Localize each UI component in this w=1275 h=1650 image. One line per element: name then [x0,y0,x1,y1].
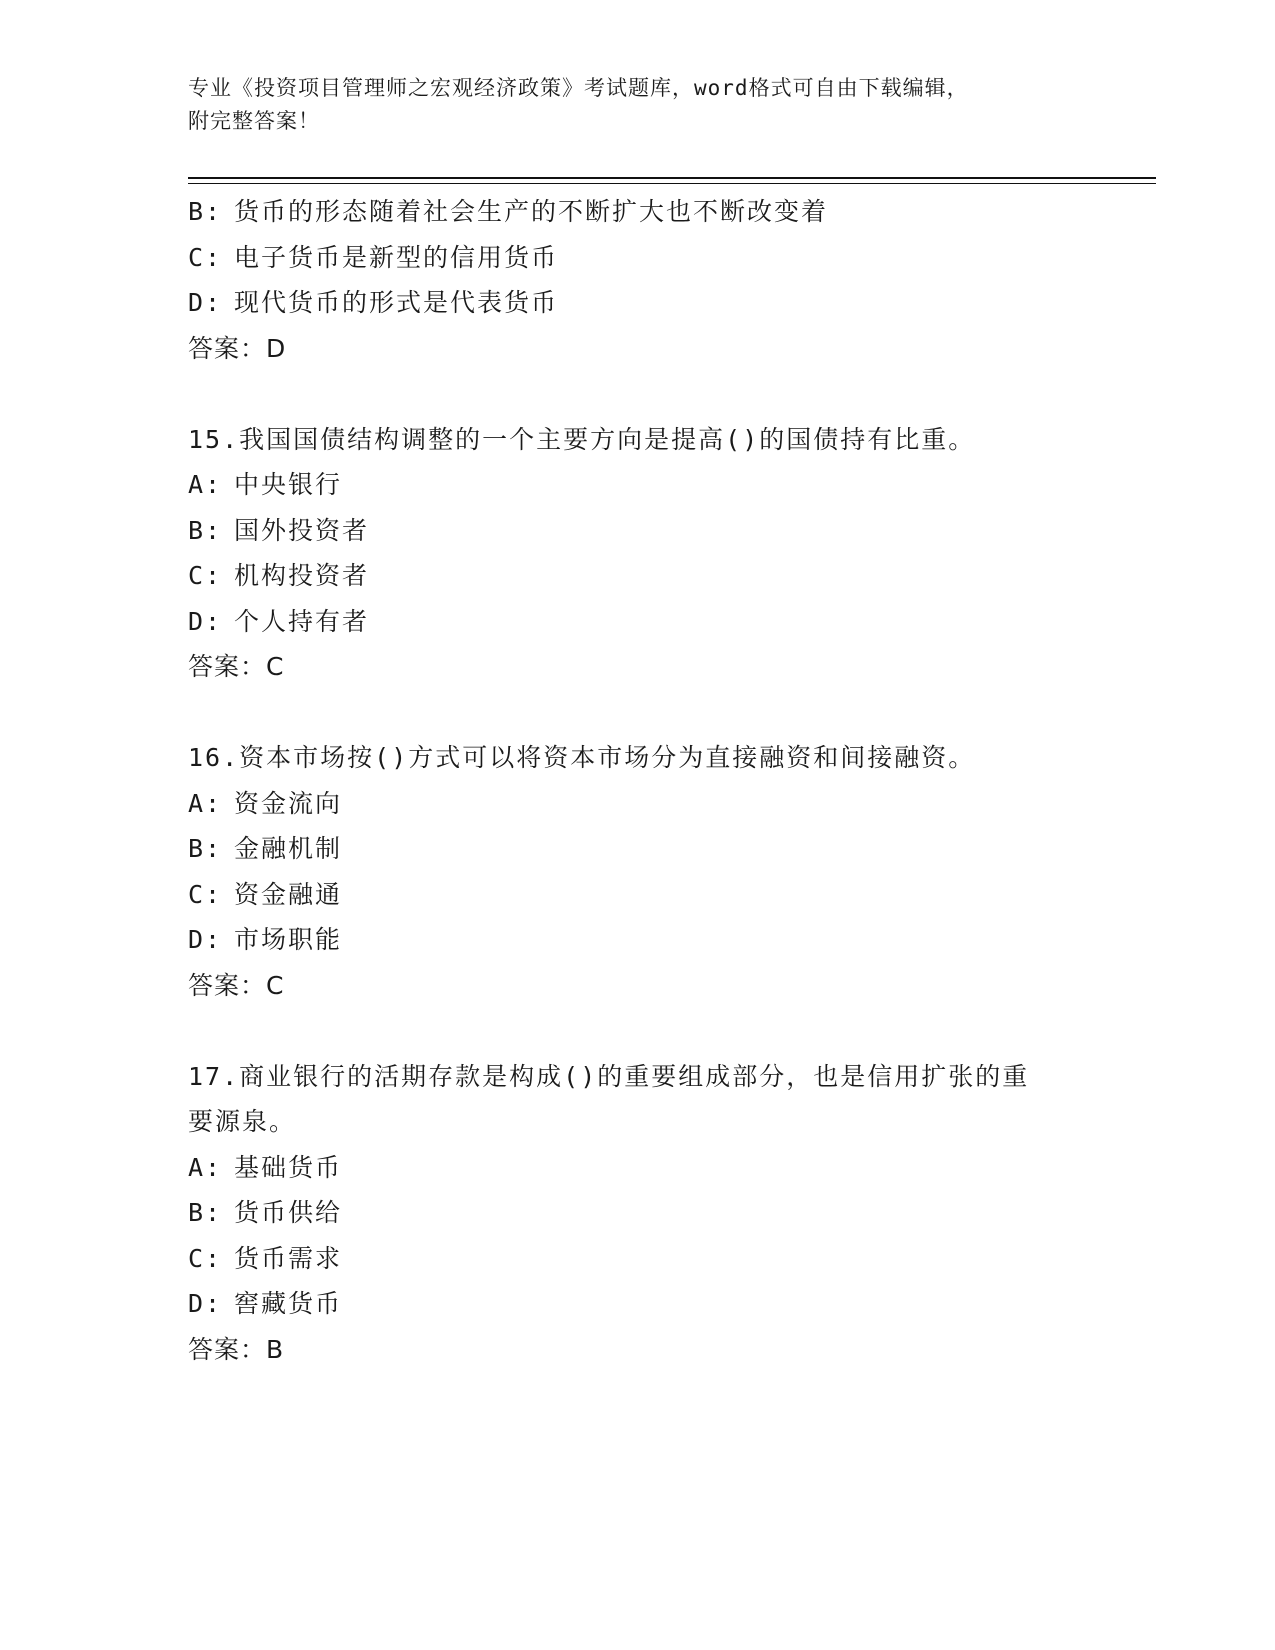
option-b [188,826,1128,872]
option-text: 个人持有者 [234,606,370,636]
option-key: D: [188,288,223,317]
option-text: 货币供给 [234,1198,343,1227]
option-text: 货币的形态随着社会生产的不断扩大也不断改变着 [234,197,829,226]
option-c [188,553,1128,599]
option-a [188,462,1128,508]
option-d [188,917,1128,963]
option-c [188,872,1128,918]
option-text: 窖藏货币 [234,1289,343,1318]
option-d [188,280,1128,326]
option-key: B: [188,1198,223,1227]
answer: 答案：D [188,333,287,363]
option-text: 现代货币的形式是代表货币 [234,288,559,317]
header-divider-thin [188,183,1156,184]
document-header [188,72,1068,138]
option-text: 货币需求 [234,1243,343,1273]
option-text: 资金融通 [234,879,343,909]
option-text: 市场职能 [234,925,343,954]
option-c [188,1236,1128,1282]
option-a [188,1145,1128,1191]
option-key: C: [188,242,223,272]
option-text: 基础货币 [234,1152,343,1182]
option-c [188,235,1128,281]
option-key: A: [188,1152,223,1182]
question-stem: 15.我国国债结构调整的一个主要方向是提高()的国债持有比重。 [188,424,976,454]
question-14-tail [188,189,1128,371]
option-b [188,189,1128,235]
option-b [188,1190,1128,1236]
option-text: 国外投资者 [234,515,370,545]
answer: 答案：C [188,652,285,681]
option-key: B: [188,834,223,863]
option-d [188,599,1128,645]
question-15 [188,417,1128,690]
question-stem: 16.资本市场按()方式可以将资本市场分为直接融资和间接融资。 [188,743,976,772]
question-stem-line-1: 17.商业银行的活期存款是构成()的重要组成部分，也是信用扩张的重 [188,1061,1030,1091]
spacer [188,371,1128,417]
option-key: A: [188,788,223,818]
option-text: 机构投资者 [234,561,370,590]
answer: 答案：B [188,1334,285,1364]
option-key: D: [188,606,223,636]
option-key: B: [188,197,223,226]
header-divider-thick [188,177,1156,179]
option-a [188,781,1128,827]
spacer [188,690,1128,736]
option-key: B: [188,515,223,545]
question-16 [188,735,1128,1008]
option-text: 中央银行 [234,470,343,499]
option-key: D: [188,925,223,954]
answer: 答案：C [188,970,285,1000]
option-key: C: [188,1243,223,1273]
option-text: 电子货币是新型的信用货币 [234,242,559,272]
question-list [188,189,1128,1372]
option-key: C: [188,561,223,590]
option-key: A: [188,470,223,499]
spacer [188,1008,1128,1054]
question-17 [188,1054,1128,1373]
header-line-2: 附完整答案！ [188,109,320,133]
option-b [188,508,1128,554]
option-text: 金融机制 [234,834,343,863]
question-stem-line-2: 要源泉。 [188,1107,297,1136]
option-key: C: [188,879,223,909]
header-line-1: 专业《投资项目管理师之宏观经济政策》考试题库，word格式可自由下载编辑， [188,76,969,100]
option-text: 资金流向 [234,788,343,818]
option-d [188,1281,1128,1327]
option-key: D: [188,1289,223,1318]
